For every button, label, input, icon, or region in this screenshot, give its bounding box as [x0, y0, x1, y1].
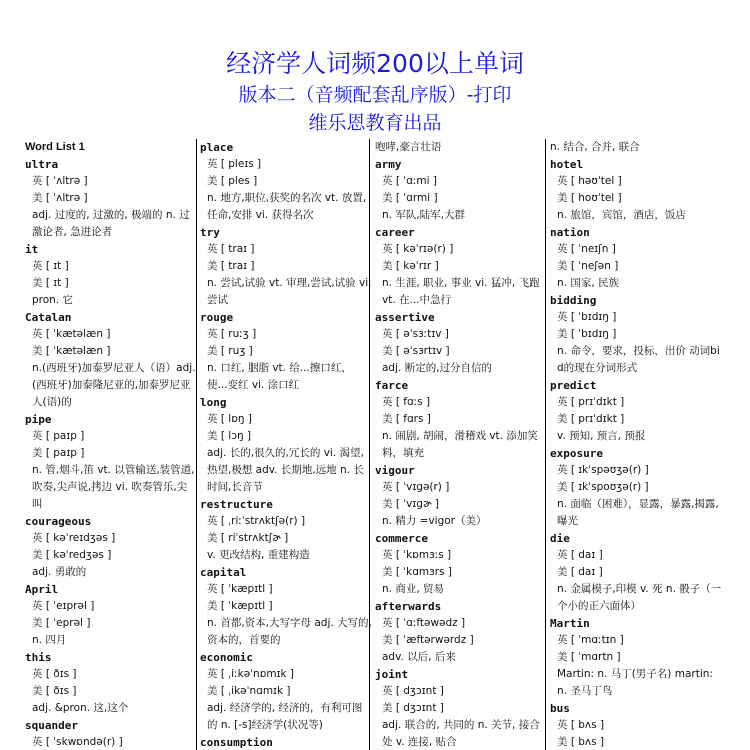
- us-pronunciation: 美 [ ˈkɑmɜrs ]: [382, 566, 452, 578]
- headword: die: [550, 532, 570, 545]
- definition: adj. 长的,很久的,冗长的 vi. 渴望,热望,极想 adv. 长期地,远地 n. 长时间,长音节: [207, 447, 364, 493]
- definition: n. 首都,资本,大写字母 adj. 大写的,资本的，首要的: [207, 617, 372, 646]
- uk-pronunciation: 英 [ ruːʒ ]: [207, 328, 257, 340]
- us-pronunciation: 美 [ prɪˈdɪkt ]: [557, 413, 625, 425]
- headword: nation: [550, 226, 590, 239]
- word-entry: [550, 445, 722, 530]
- uk-pronunciation: 英 [ kəˈrɪə(r) ]: [382, 243, 454, 255]
- uk-pronunciation: 英 [ ˈɑːftəwədz ]: [382, 617, 466, 629]
- headword: career: [375, 226, 415, 239]
- uk-pronunciation: 英 [ ɪt ]: [32, 260, 69, 272]
- word-entry: [550, 615, 722, 700]
- uk-pronunciation: 英 [ fɑːs ]: [382, 396, 431, 408]
- us-pronunciation: 美 [ daɪ ]: [557, 566, 603, 578]
- headword: place: [200, 141, 234, 154]
- us-pronunciation: 美 [ bʌs ]: [557, 736, 605, 748]
- uk-pronunciation: 英 [ ɪkˈspəʊʒə(r) ]: [557, 464, 649, 476]
- word-entry: [200, 649, 372, 734]
- uk-pronunciation: 英 [ pleɪs ]: [207, 158, 262, 170]
- us-pronunciation: 美 [ ˈbɪdɪŋ ]: [557, 328, 617, 340]
- headword: squander: [25, 719, 78, 732]
- us-pronunciation: 美 [ fɑrs ]: [382, 413, 431, 425]
- uk-pronunciation: 英 [ ˈkæpɪtl ]: [207, 583, 273, 595]
- us-pronunciation: 美 [ ˈmɑrtn ]: [557, 651, 621, 663]
- uk-pronunciation: 英 [ kəˈreɪdʒəs ]: [32, 532, 116, 544]
- word-entry: [25, 649, 197, 717]
- definition: pron. 它: [32, 294, 74, 306]
- uk-pronunciation: 英 [ ˈskwɒndə(r) ]: [32, 736, 123, 748]
- headword: pipe: [25, 413, 52, 426]
- word-entry: [25, 581, 197, 649]
- definition: Martin: n. 马丁(男子名) martin: n. 圣马丁鸟: [557, 668, 713, 697]
- uk-pronunciation: 英 [ ˈɑːmi ]: [382, 175, 437, 187]
- definition: n. 商业, 贸易: [382, 583, 445, 595]
- definition: n. 四月: [32, 634, 67, 646]
- us-pronunciation: 美 [ ˈneʃən ]: [557, 260, 619, 272]
- us-pronunciation: 美 [ traɪ ]: [207, 260, 255, 272]
- definition: n. 军队,陆军,大群: [382, 209, 466, 221]
- definition: adv. 以后, 后来: [382, 651, 456, 663]
- uk-pronunciation: 英 [ daɪ ]: [557, 549, 603, 561]
- headword: consumption: [200, 736, 273, 749]
- uk-pronunciation: 英 [ ˈkɒmɜːs ]: [382, 549, 452, 561]
- word-entry: [200, 564, 372, 649]
- word-entry: [375, 377, 547, 462]
- headword: April: [25, 583, 59, 596]
- us-pronunciation: 美 [ lɔŋ ]: [207, 430, 252, 442]
- definition: n. 命令，要求，投标，出价 动词bid的现在分词形式: [557, 345, 720, 374]
- uk-pronunciation: 英 [ ˈkætəlæn ]: [32, 328, 111, 340]
- word-column-3: [375, 139, 547, 750]
- uk-pronunciation: 英 [ ðɪs ]: [32, 668, 77, 680]
- headword: afterwards: [375, 600, 442, 613]
- headword: this: [25, 651, 52, 664]
- uk-pronunciation: 英 [ bʌs ]: [557, 719, 605, 731]
- definition: n. 旅馆，宾馆，酒店，饭店: [557, 209, 686, 221]
- continued-definition: n. 结合, 合并, 联合: [550, 141, 640, 153]
- definition: adj. 经济学的, 经济的，有利可图的 n. [-s]经济学(状况等): [207, 702, 363, 731]
- us-pronunciation: 美 [ ɪt ]: [32, 277, 69, 289]
- word-entry: [25, 309, 197, 411]
- definition: v. 预知, 预言, 预报: [557, 430, 646, 442]
- definition: adj. 勇敢的: [32, 566, 87, 578]
- definition: adj. 过度的, 过激的, 极端的 n. 过激论者, 急进论者: [32, 209, 190, 238]
- uk-pronunciation: 英 [ paɪp ]: [32, 430, 85, 442]
- uk-pronunciation: 英 [ əˈsɜːtɪv ]: [382, 328, 449, 340]
- definition: n. 尝试,试验 vt. 审理,尝试,试验 vi. 尝试: [207, 277, 372, 306]
- word-entry: [25, 156, 197, 241]
- word-entry: [200, 734, 372, 750]
- uk-pronunciation: 英 [ traɪ ]: [207, 243, 255, 255]
- uk-pronunciation: 英 [ ˈvɪgə(r) ]: [382, 481, 450, 493]
- us-pronunciation: 美 [ dʒɔɪnt ]: [382, 702, 444, 714]
- word-column-2: [200, 139, 372, 750]
- headword: Martin: [550, 617, 590, 630]
- uk-pronunciation: 英 [ lɒŋ ]: [207, 413, 252, 425]
- us-pronunciation: 美 [ ˈvɪgɚ ]: [382, 498, 439, 510]
- uk-pronunciation: 英 [ ˈbɪdɪŋ ]: [557, 311, 617, 323]
- continued-definition: 咆哮,豪言壮语: [375, 141, 442, 153]
- uk-pronunciation: 英 [ ˈmɑːtɪn ]: [557, 634, 624, 646]
- headword: try: [200, 226, 220, 239]
- word-entry: [375, 156, 547, 224]
- word-entry: [200, 224, 372, 309]
- definition: n. 金属模子,印模 v. 死 n. 骰子（一个小的正六面体）: [557, 583, 722, 612]
- headword: assertive: [375, 311, 435, 324]
- word-entry: [200, 309, 372, 394]
- us-pronunciation: 美 [ ˌikəˈnɑmɪk ]: [207, 685, 291, 697]
- headword: farce: [375, 379, 409, 392]
- headword: restructure: [200, 498, 273, 511]
- word-entry: [375, 224, 547, 309]
- uk-pronunciation: 英 [ ˌiːkəˈnɒmɪk ]: [207, 668, 295, 680]
- us-pronunciation: 美 [ kəˈredʒəs ]: [32, 549, 112, 561]
- word-entry: [375, 309, 547, 377]
- definition: adj. 联合的, 共同的 n. 关节, 接合处 v. 连接, 贴合: [382, 719, 540, 748]
- us-pronunciation: 美 [ ˈkætəlæn ]: [32, 345, 111, 357]
- definition: n. 面临（困难），显露，暴露,揭露,曝光: [557, 498, 719, 527]
- headword: Catalan: [25, 311, 72, 324]
- headword: long: [200, 396, 227, 409]
- headword: predict: [550, 379, 597, 392]
- word-entry: [200, 394, 372, 496]
- definition: v. 更改结构, 重建构造: [207, 549, 310, 561]
- publisher-line: 维乐恩教育出品: [308, 112, 442, 134]
- word-entry: [550, 700, 722, 750]
- word-entry: [25, 513, 197, 581]
- headword: army: [375, 158, 402, 171]
- headword: ultra: [25, 158, 59, 171]
- definition: adj. &pron. 这,这个: [32, 702, 129, 714]
- definition: n.(西班牙)加泰罗尼亚人（语）adj.(西班牙)加泰隆尼亚的,加泰罗尼亚人(语)的: [32, 362, 196, 408]
- definition: n. 生涯, 职业, 事业 vi. 猛冲, 飞跑 vt. 在...中急行: [382, 277, 540, 306]
- us-pronunciation: 美 [ riˈstrʌktʃɚ ]: [207, 532, 289, 544]
- us-pronunciation: 美 [ ˈʌltrə ]: [32, 192, 88, 204]
- word-entry: [375, 530, 547, 598]
- uk-pronunciation: 英 [ ˈeɪprəl ]: [32, 600, 95, 612]
- word-entry: [550, 292, 722, 377]
- word-entry: [550, 156, 722, 224]
- definition: n. 闹剧, 胡闹，滑稽戏 vt. 添加笑料，填充: [382, 430, 538, 459]
- headword: bus: [550, 702, 570, 715]
- headword: rouge: [200, 311, 234, 324]
- us-pronunciation: 美 [ hoʊˈtel ]: [557, 192, 622, 204]
- definition: n. 管,烟斗,笛 vt. 以管输送,装管道,吹奏,尖声说,拷边 vi. 吹奏管乐,尖叫: [32, 464, 195, 510]
- headword: exposure: [550, 447, 603, 460]
- word-entry: [375, 462, 547, 530]
- uk-pronunciation: 英 [ ˈneɪʃn ]: [557, 243, 616, 255]
- page-title: 经济学人词频200以上单词: [226, 49, 524, 78]
- headword: joint: [375, 668, 409, 681]
- definition: n. 口红, 胭脂 vt. 给...擦口红，使...变红 vi. 涂口红: [207, 362, 352, 391]
- word-entry: [25, 717, 197, 750]
- us-pronunciation: 美 [ ˈkæpɪtl ]: [207, 600, 273, 612]
- us-pronunciation: 美 [ ruʒ ]: [207, 345, 253, 357]
- uk-pronunciation: 英 [ dʒɔɪnt ]: [382, 685, 444, 697]
- word-column-1: [25, 139, 197, 750]
- word-entry: [375, 598, 547, 666]
- us-pronunciation: 美 [ ˈeprəl ]: [32, 617, 91, 629]
- word-entry: [25, 241, 197, 309]
- definition: n. 精力 =vigor（美）: [382, 515, 487, 527]
- word-entry: [550, 224, 722, 292]
- headword: capital: [200, 566, 247, 579]
- word-entry: [200, 496, 372, 564]
- word-column-4: [550, 139, 722, 750]
- definition: adj. 断定的,过分自信的: [382, 362, 493, 374]
- uk-pronunciation: 英 [ həʊˈtel ]: [557, 175, 622, 187]
- us-pronunciation: 美 [ ples ]: [207, 175, 258, 187]
- us-pronunciation: 美 [ kəˈrɪr ]: [382, 260, 439, 272]
- uk-pronunciation: 英 [ ˈʌltrə ]: [32, 175, 88, 187]
- word-entry: [550, 377, 722, 445]
- us-pronunciation: 美 [ ˈæftərwərdz ]: [382, 634, 474, 646]
- word-entry: [375, 666, 547, 750]
- headword: commerce: [375, 532, 428, 545]
- us-pronunciation: 美 [ ɪkˈspoʊʒə(r) ]: [557, 481, 649, 493]
- us-pronunciation: 美 [ ðɪs ]: [32, 685, 77, 697]
- word-entry: [25, 411, 197, 513]
- word-entry: [550, 530, 722, 615]
- word-list-title: Word List 1: [25, 141, 85, 153]
- headword: bidding: [550, 294, 597, 307]
- definition: n. 地方,职位,获奖的名次 vt. 放置,任命,安排 vi. 获得名次: [207, 192, 367, 221]
- us-pronunciation: 美 [ əˈsɜrtɪv ]: [382, 345, 450, 357]
- headword: it: [25, 243, 39, 256]
- uk-pronunciation: 英 [ ˌriːˈstrʌktʃə(r) ]: [207, 515, 306, 527]
- us-pronunciation: 美 [ paɪp ]: [32, 447, 85, 459]
- page-subtitle: 版本二（音频配套乱序版）-打印: [238, 84, 512, 106]
- uk-pronunciation: 英 [ prɪˈdɪkt ]: [557, 396, 625, 408]
- word-entry: [200, 139, 372, 224]
- headword: vigour: [375, 464, 415, 477]
- definition: n. 国家, 民族: [557, 277, 620, 289]
- headword: courageous: [25, 515, 92, 528]
- headword: economic: [200, 651, 253, 664]
- us-pronunciation: 美 [ ˈɑrmi ]: [382, 192, 438, 204]
- headword: hotel: [550, 158, 584, 171]
